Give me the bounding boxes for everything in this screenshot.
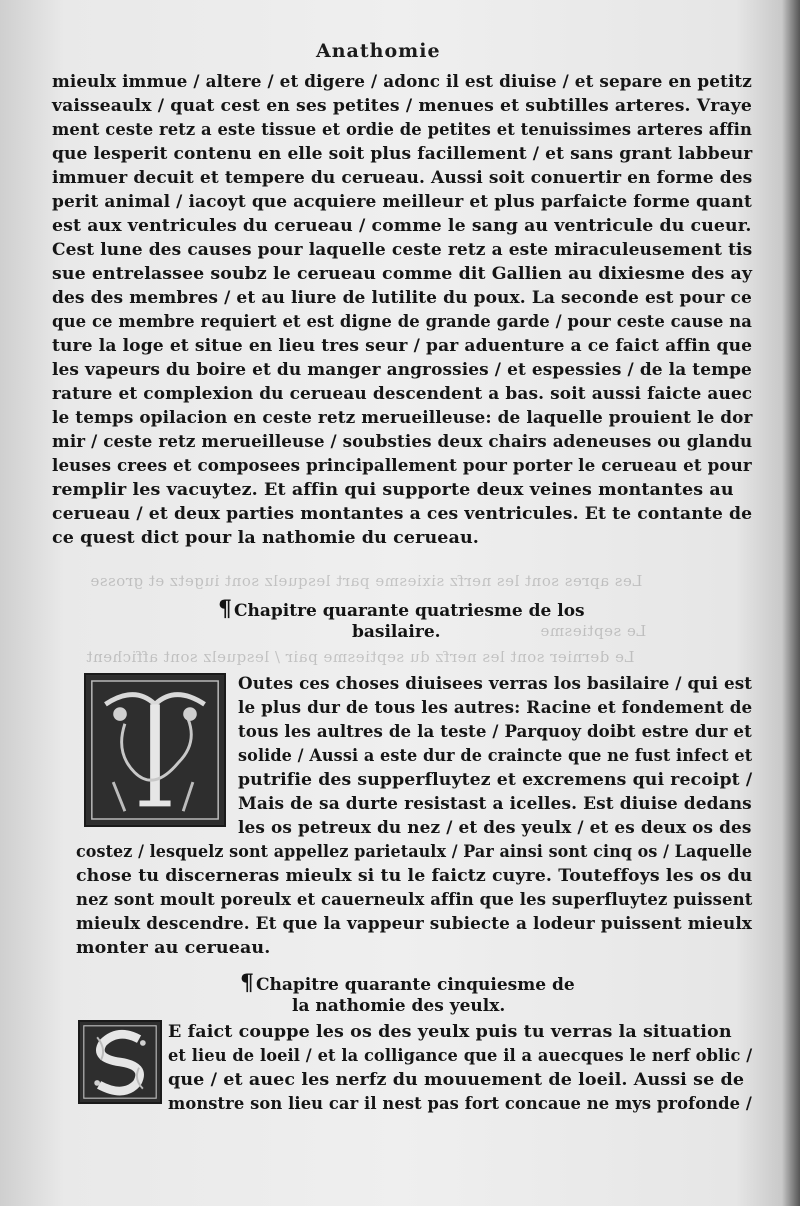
text-line: le plus dur de tous les autres: Racine et fondement de [238,698,753,717]
text-line: remplir les vacuytez. Et affin qui supporte deux veines montantes au [52,480,734,499]
text-line: mieulx descendre. Et que la vappeur subiecte a lodeur puissent mieulx [76,914,753,933]
text-line: Cest lune des causes pour laquelle ceste retz a este miraculeusement tis [52,240,753,259]
text-line: leuses crees et composees principallement pour porter le cerueau et pour [52,456,752,475]
decorated-initial-t [84,673,226,827]
bleed-through-line: Le septiesme [540,622,647,640]
text-line: chose tu discerneras mieulx si tu le faictz cuyre. Touteffoys les os du [76,866,753,885]
text-line: tous les aultres de la teste / Parquoy doibt estre dur et [238,722,752,741]
text-line: ment ceste retz a este tissue et ordie de petites et tenuissimes arteres affin [52,120,752,139]
bleed-through-line: Les apres sont les nerfz sixiesme part lesquelz sont iugetz et grosse [90,572,643,590]
chapter-heading [240,970,575,996]
chapter-heading-line: Chapitre quarante quatriesme de los [234,601,585,621]
text-line: que lesperit contenu en elle soit plus facillement / et sans grant labbeur [52,144,753,163]
initial-t-icon [86,675,224,825]
text-line: monter au cerueau. [76,938,271,957]
text-line: mieulx immue / altere / et digere / adonc il est diuise / et separe en petitz [52,72,752,91]
text-line: nez sont moult poreulx et cauerneulx affin que les superfluytez puissent [76,890,753,909]
text-line: et lieu de loeil / et la colligance que il a auecques le nerf oblic / [168,1046,753,1065]
decorated-initial-s [78,1020,162,1104]
text-line: le temps opilacion en ceste retz merueilleuse: de laquelle prouient le dor [52,408,753,427]
text-line: est aux ventricules du cerueau / comme le sang au ventricule du cueur. [52,216,752,235]
text-line: putrifie des supperfluytez et excremens qui recoipt / [238,770,753,789]
page-gutter-shadow [782,0,800,1206]
text-line: des des membres / et au liure de lutilite du poux. La seconde est pour ce [52,288,752,307]
text-line: ce quest dict pour la nathomie du cerueau. [52,528,479,547]
text-line: les vapeurs du boire et du manger angrossies / et espessies / de la tempe [52,360,752,379]
text-line: costez / lesquelz sont appellez parietaulx / Par ainsi sont cinq os / Laquelle [76,842,753,861]
text-line: Mais de sa durte resistast a icelles. Est diuise dedans [238,794,752,813]
text-line: rature et complexion du cerueau descendent a bas. soit aussi faicte auec [52,384,753,403]
text-line: monstre son lieu car il nest pas fort concaue ne mys profonde / [168,1094,752,1113]
chapter-heading-line: basilaire. [352,622,441,642]
initial-s-icon [80,1022,160,1102]
running-head: Anathomie [316,40,441,62]
text-line: mir / ceste retz merueilleuse / soubsties deux chairs adeneuses ou glandu [52,432,753,451]
chapter-heading-line: Chapitre quarante cinquiesme de [256,975,575,995]
text-line: E faict couppe les os des yeulx puis tu verras la situation [168,1022,732,1041]
text-line: vaisseaulx / quat cest en ses petites / menues et subtilles arteres. Vraye [52,96,752,115]
pilcrow-icon: ¶ [218,596,232,622]
chapter-heading-line: la nathomie des yeulx. [292,996,506,1016]
text-line: perit animal / iacoyt que acquiere meilleur et plus parfaicte forme quant [52,192,752,211]
text-line: sue entrelassee soubz le cerueau comme dit Gallien au dixiesme des ay [52,264,753,283]
pilcrow-icon: ¶ [240,970,254,996]
text-line: que / et auec les nerfz du mouuement de loeil. Aussi se de [168,1070,745,1089]
chapter-heading [218,596,585,622]
text-line: les os petreux du nez / et des yeulx / et es deux os des [238,818,752,837]
text-line: immuer decuit et tempere du cerueau. Aussi soit conuertir en forme des [52,168,753,187]
text-line: que ce membre requiert et est digne de grande garde / pour ceste cause na [52,312,752,331]
text-line: solide / Aussi a este dur de craincte que ne fust infect et [238,746,753,765]
text-line: Outes ces choses diuisees verras los basilaire / qui est [238,674,753,693]
bleed-through-line: Le dernier sont les nerfz du septiesme pair / lesquelz sont affichent [86,648,635,666]
text-line: cerueau / et deux parties montantes a ces ventricules. Et te contante de [52,504,753,523]
text-line: ture la loge et situe en lieu tres seur / par aduenture a ce faict affin que [52,336,753,355]
